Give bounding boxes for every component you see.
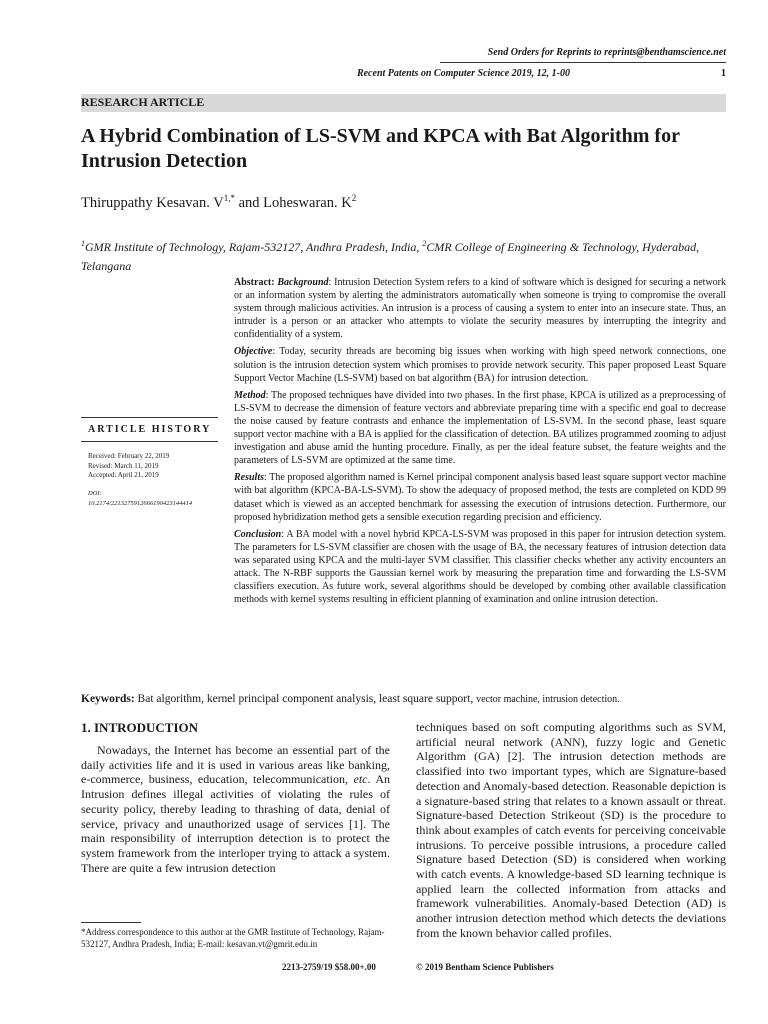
author-2-sup: 2	[351, 193, 357, 203]
method-label: Method	[234, 389, 266, 401]
reprint-notice: Send Orders for Reprints to reprints@benthamscience.net	[487, 47, 726, 58]
doi-label: DOI:	[88, 490, 102, 497]
affil-2-sup: 2	[422, 239, 427, 248]
doi-block	[88, 489, 220, 508]
accepted-date: Accepted: April 21, 2019	[88, 471, 159, 479]
header-rule	[440, 62, 726, 63]
objective-label: Objective	[234, 346, 273, 358]
keywords	[81, 693, 726, 705]
abstract-lead: Abstract:	[234, 277, 278, 288]
journal-citation: Recent Patents on Computer Science 2019, 12, 1-00	[356, 68, 570, 79]
objective-text: : Today, security threads are becoming big issues when working with high speed network connections, one solution is the intrusion detection system which promises to provide network security. This paper proposed Least Square Support Vector Machine (LS-SVM) based on bat algorithm (BA) for intrusion detection.	[234, 346, 726, 384]
page-number: 1	[721, 68, 726, 79]
author-1-sup: 1,*	[223, 193, 235, 203]
revised-date: Revised: March 11, 2019	[88, 461, 159, 470]
abstract-results	[234, 471, 726, 523]
abstract-method	[234, 389, 726, 468]
intro-paragraph-1	[81, 743, 390, 875]
author-1: Thiruppathy Kesavan. V	[81, 194, 224, 211]
method-text: : The proposed techniques have divided into two phases. In the first phase, KPCA is utilized as a preprocessing of LS-SVM to decrease the dimension of feature vectors and abbreviate preparing time with a specific end goal to decrease the noise caused by feature contrasts and enhance the implementation of LS-SVM. In the second phase, least square support vector machine with a BA is applied for the classification of detection. BA utilizes programmed zooming to adjust investigation and abuse amid the hunting procedure. Finally, as per the ideal feature subset, the feature weights and the parameters of LS-SVM are optimized at the same time.	[234, 389, 726, 467]
affil-1-sup: 1	[81, 239, 85, 248]
results-text: : The proposed algorithm named is Kernel principal component analysis based least square support vector machine with bat algorithm (KPCA-BA-LS-SVM). To show the adequacy of proposed method, the tests are completed on KDD 99 dataset which is viewed as an accepted benchmark for assessing the execution of intrusions detection. Furthermore, our proposed hybridization method gets a sensible execution regarding precision and efficiency.	[234, 472, 726, 523]
abstract-background	[234, 276, 726, 341]
footnote-rule	[81, 922, 141, 923]
keywords-text-1: Bat algorithm, kernel principal component analysis, least square support,	[134, 693, 477, 705]
intro-column-right	[416, 720, 726, 941]
received-date: Received: February 22, 2019	[88, 452, 170, 460]
article-history-heading: ARTICLE HISTORY	[88, 424, 212, 435]
abstract-conclusion	[234, 528, 726, 607]
affiliations	[81, 234, 726, 276]
keywords-text-2: vector machine, intrusion detection.	[476, 694, 620, 705]
history-rule-top	[81, 417, 218, 418]
copyright-notice: © 2019 Bentham Science Publishers	[416, 962, 554, 972]
background-text: : Intrusion Detection System refers to a kind of software which is designed for securing a network or an information system by alerting the administrators automatically when someone is trying to compromise the overall system through malicious activities. An intrusion is a process of causing a system to enter into an insecure state. Thus, an intruder is a person or an attacker who attempts to violate the security measures by interrupting the integrity and confidentiality of a system.	[234, 277, 727, 341]
correspondence-footnote: *Address correspondence to this author at the GMR Institute of Technology, Rajam-532127, Andhra Pradesh, India; E-mail: kesavan.vt@gmrit.edu.in	[81, 927, 385, 949]
results-label: Results	[234, 472, 265, 484]
author-2: and Loheswaran. K	[234, 194, 352, 211]
intro-paragraph-2: techniques based on soft computing algorithms such as SVM, artificial neural network (ANN), fuzzy logic and Genetic Algorithm (GA) [2]. The intrusion detection methods are classified into two important types, which are Signature-based detection and Anomaly-based detection. Reasonable depiction is a signature-based string that relates to a known assault or threat. Signature-based Detection Strikeout (SD) is the procedure to think about examples of catch events for perceiving conceivable intrusions. To perceive possible intrusions, a procedure called Signature based Detection (SD) is considered when working with catch events. A knowledge-based SD learning technique is applied learn the collected information from attacks and framework vulnerabilities. Anomaly-based Detection (AD) is another intrusion detection method which detects the deviations from the known behavior called profiles.	[416, 720, 726, 940]
article-type-label: RESEARCH ARTICLE	[81, 95, 205, 109]
issn-price-code: 2213-2759/19 $58.00+.00	[282, 962, 376, 972]
keywords-label: Keywords:	[81, 693, 135, 705]
author-list	[81, 193, 356, 212]
doi-link[interactable]: 10.2174/2213275912666190423144414	[88, 499, 193, 507]
intro-text-1: Nowadays, the Internet has become an essential part of the daily activities life and it is used in various areas like banking, e-commerce, business, education, telecommunication,	[81, 743, 390, 787]
article-history-dates	[88, 452, 169, 481]
affil-2: CMR College of Engineering & Technology, Hyderabad, Telangana	[81, 240, 700, 273]
conclusion-text: : A BA model with a novel hybrid KPCA-LS-SVM was proposed in this paper for intrusion detection system. The parameters for LS-SVM classifier are chosen with the usage of BA, the necessary features of intrusion detection data was separated using KPCA and the multi-layer SVM classifier. This classifier checks whether any activity encounters an attack. The N-RBF supports the Gaussian kernel work by measuring the preparation time and forwarding the LS-SVM classifiers execution. As future work, several algorithms should be developed by combing other available classification methods with kernel systems resulting in efficient planning of examination and online intrusion detection.	[234, 528, 726, 606]
affil-1: GMR Institute of Technology, Rajam-532127, Andhra Pradesh, India,	[85, 240, 423, 254]
abstract	[234, 276, 726, 610]
conclusion-label: Conclusion	[234, 528, 282, 540]
history-rule-mid	[81, 441, 218, 442]
intro-column-left	[81, 743, 390, 875]
section-heading-introduction: 1. INTRODUCTION	[81, 720, 199, 735]
abstract-objective	[234, 345, 726, 384]
intro-text-2: . An Intrusion defines illegal activities of violating the rules of security policy, thereby leading to thrashing of data, denial of service, privacy and unauthorized usage of services [1]. The main responsibility of interruption detection is to protect the system framework from the interloper trying to attack a system. There are quite a few intrusion detection	[81, 772, 391, 875]
intro-etc: etc	[353, 772, 368, 787]
background-label: Background	[277, 277, 329, 288]
paper-title: A Hybrid Combination of LS-SVM and KPCA with Bat Algorithm for Intrusion Detection	[81, 125, 680, 172]
